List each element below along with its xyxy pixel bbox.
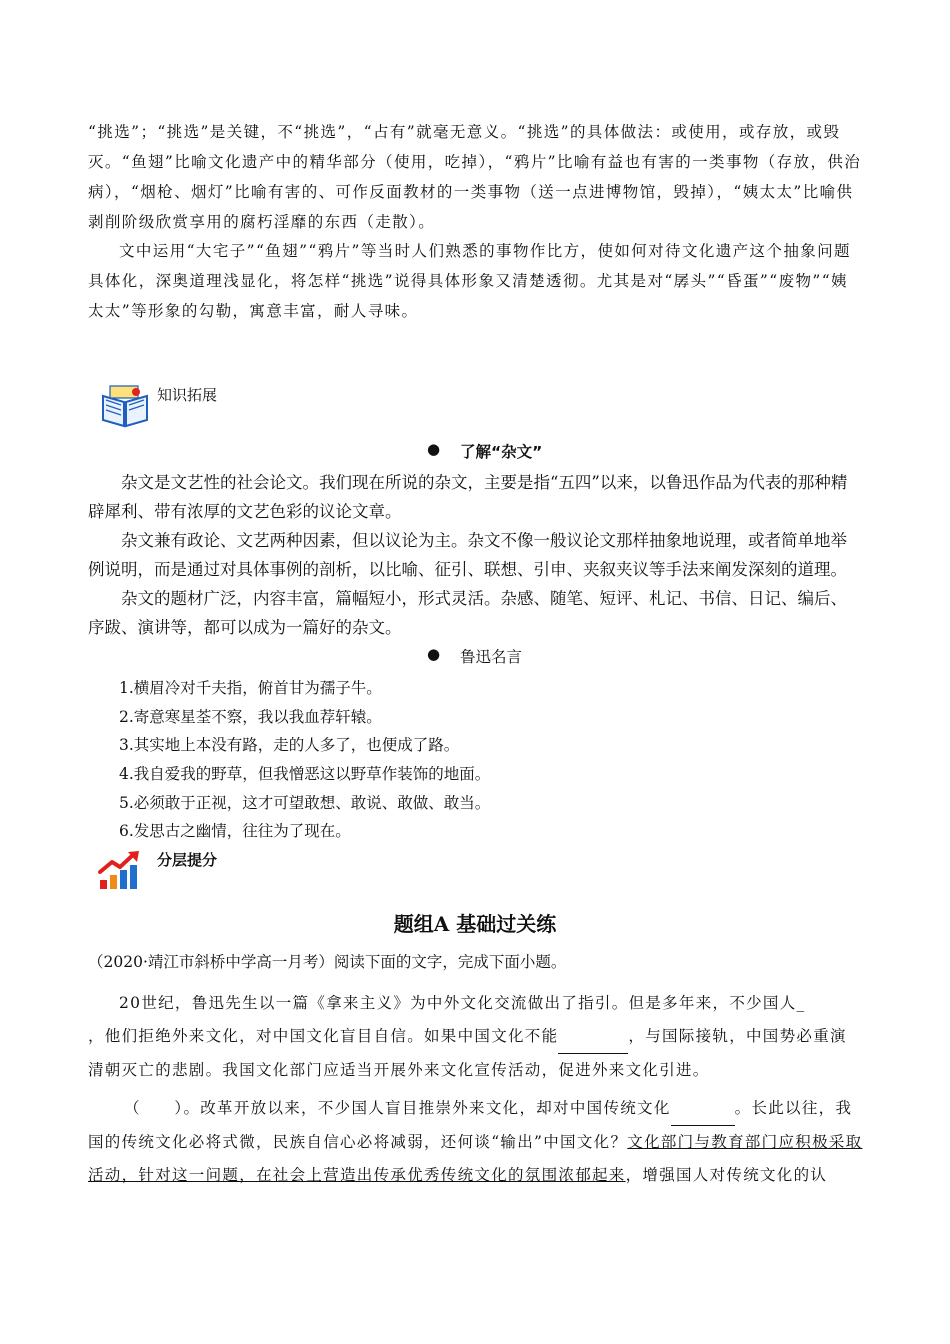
quote-item: 1.横眉冷对千夫指，俯首甘为孺子牛。	[119, 679, 382, 697]
section-title-text: 鲁迅名言	[460, 648, 523, 666]
open-book-icon	[100, 384, 150, 428]
zawen-paragraph-2: 杂文兼有政论、文艺两种因素，但以议论为主。杂文不像一般议论文那样抽象地说理，或者简单地举例说明，而是通过对具体事例的剖析，以比喻、征引、联想、引申、夹叙夹议等手法来阐发深刻的道理。	[88, 531, 847, 579]
luxun-quotes-list	[119, 674, 490, 846]
question-group-title: 题组A 基础过关练	[393, 912, 557, 936]
zawen-description	[88, 468, 863, 642]
reading-text: 。长此以往，我国的传统文化必将式微，民族自信心必将减弱，还何谈“输出”中国文化？	[88, 1099, 853, 1151]
bullet-icon: ●	[427, 440, 441, 458]
reading-text: ，与国际接轨，中国势必重演清朝灭亡的悲剧。我国文化部门应适当开展外来文化宣传活动，促进外来文化引进。	[88, 1027, 847, 1079]
section-title-text: 了解“杂文”	[460, 443, 543, 461]
zawen-paragraph-3: 杂文的题材广泛，内容丰富，篇幅短小，形式灵活。杂感、随笔、短评、札记、书信、日记、编后、序跋、演讲等，都可以成为一篇好的杂文。	[88, 589, 847, 637]
reading-paragraph-1	[88, 987, 863, 1087]
bullet-icon: ●	[427, 645, 441, 663]
knowledge-extension-label: 知识拓展	[157, 386, 218, 404]
fill-blank[interactable]	[671, 1092, 735, 1126]
quote-item: 3.其实地上本没有路，走的人多了，也便成了路。	[119, 736, 460, 755]
quote-item: 2.寄意寒星荃不察，我以我血荐轩辕。	[119, 707, 382, 726]
question-source: （2020·靖江市斜桥中学高一月考）阅读下面的文字，完成下面小题。	[88, 953, 567, 971]
reading-text: ，他们拒绝外来文化，对中国文化盲目自信。如果中国文化不能	[88, 1027, 559, 1045]
quote-item: 6.发思古之幽情，往往为了现在。	[119, 822, 351, 841]
reading-text: 20世纪，鲁迅先生以一篇《拿来主义》为中外文化交流做出了指引。但是多年来，不少国人_	[119, 994, 806, 1012]
reading-paragraph-2	[88, 1092, 863, 1192]
quote-item: 4.我自爱我的野草，但我憎恶这以野草作装饰的地面。	[119, 765, 491, 784]
layered-practice-label: 分层提分	[157, 851, 218, 869]
analysis-paragraph-2: 文中运用“大宅子”“鱼翅”“鸦片”等当时人们熟悉的事物作比方，使如何对待文化遗产这个抽象问题具体化，深奥道理浅显化，将怎样“挑选”说得具体形象又清楚透彻。尤其是对“孱头”“昏蛋”“废物”“姨太太”等形象的勾勒，寓意丰富，耐人寻味。	[88, 242, 851, 320]
reading-text: （ ）。改革开放以来，不少国人盲目推崇外来文化，却对中国传统文化	[124, 1099, 671, 1117]
underlined-sentence: 文化部门与教育部门应积极采取活动，针对这一问题，在社会上营造出传承优秀传统文化的氛围浓郁起来	[88, 1133, 863, 1184]
rising-chart-icon	[98, 850, 142, 890]
zawen-paragraph-1: 杂文是文艺性的社会论文。我们现在所说的杂文，主要是指“五四”以来，以鲁迅作品为代表的那种精辟犀利、带有浓厚的文艺色彩的议论文章。	[88, 473, 848, 521]
fill-blank[interactable]	[558, 1020, 628, 1054]
reading-text: ，增强国人对传统文化的认	[625, 1166, 828, 1184]
quote-item: 5.必须敢于正视，这才可望敢想、敢说、敢做、敢当。	[119, 793, 491, 812]
analysis-paragraph-1: “挑选”；“挑选”是关键，不“挑选”，“占有”就毫无意义。“挑选”的具体做法：或使用，或存放，或毁灭。“鱼翅”比喻文化遗产中的精华部分（使用，吃掉），“鸦片”比喻有益也有害的一类事物（存放，供治病），“烟枪、烟灯”比喻有害的、可作反面教材的一类事物（送一点进博物馆，毁掉），“姨太太”比喻供剥削阶级欣赏享用的腐朽淫靡的东西（走散）。	[88, 123, 862, 231]
